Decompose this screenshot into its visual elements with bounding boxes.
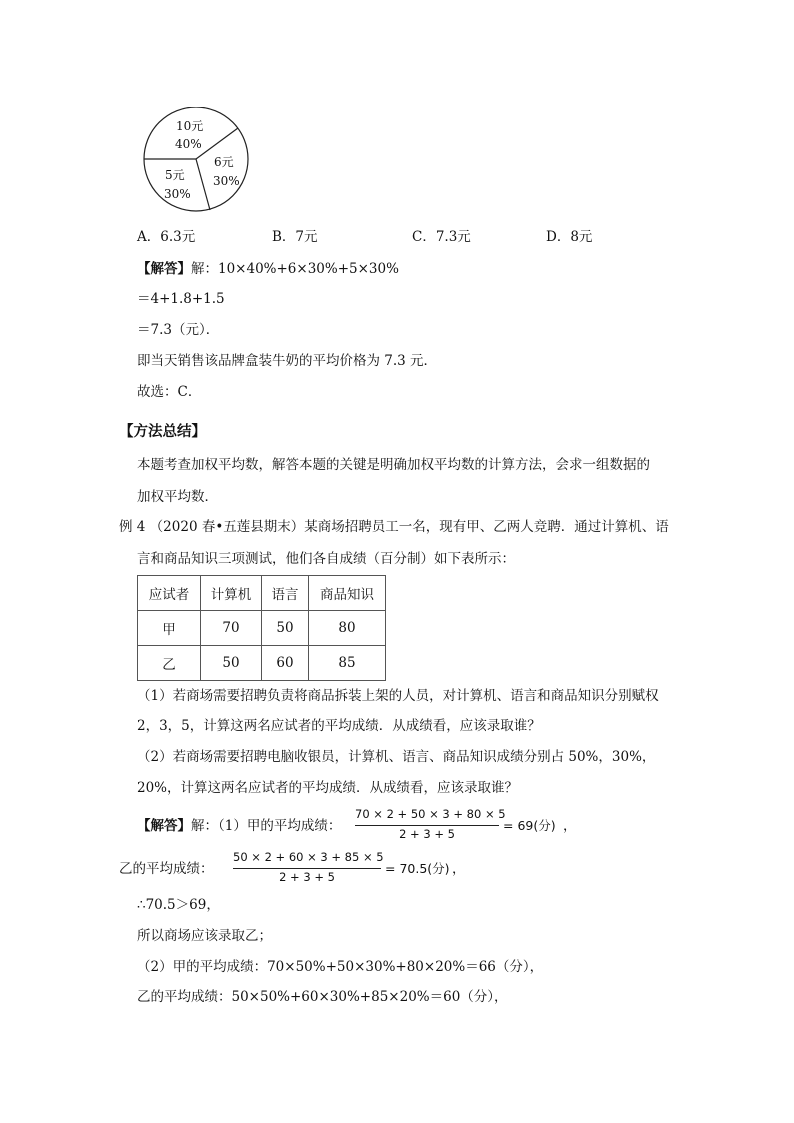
table-row <box>138 646 386 681</box>
method-line1: 本题考查加权平均数，解答本题的关键是明确加权平均数的计算方法，会求一组数据的 <box>137 457 650 473</box>
table-cell: 80 <box>309 611 386 646</box>
table-cell: 70 <box>201 611 262 646</box>
option-a: A．6.3元 <box>137 229 196 245</box>
yi-denominator: 2 + 3 + 5 <box>279 869 335 884</box>
yi-result-comma: ， <box>452 861 466 877</box>
table-header-row <box>138 576 386 611</box>
option-c: C．7.3元 <box>412 229 471 245</box>
yi-numerator: 50 × 2 + 60 × 3 + 85 × 5 <box>233 850 384 864</box>
option-d: D．8元 <box>546 229 593 245</box>
table-cell: 50 <box>262 611 309 646</box>
question1-line2: 2，3，5，计算这两名应试者的平均成绩．从成绩看，应该录取谁？ <box>137 718 541 734</box>
pie-chart <box>142 107 252 215</box>
question1-line1: （1）若商场需要招聘负责将商品拆装上架的人员，对计算机、语言和商品知识分别赋权 <box>137 688 659 704</box>
question2-line1: （2）若商场需要招聘电脑收银员，计算机、语言、商品知识成绩分别占 50%，30%， <box>137 749 656 765</box>
table-header-cell: 商品知识 <box>309 576 386 611</box>
yi-fraction <box>233 850 384 884</box>
scores-table <box>137 575 386 681</box>
jia-numerator: 70 × 2 + 50 × 3 + 80 × 5 <box>355 807 506 821</box>
answer-tag: 【解答】 <box>137 818 191 834</box>
example4-line2: 言和商品知识三项测试，他们各自成绩（百分制）如下表所示： <box>137 551 515 567</box>
answer2-part2-jia: （2）甲的平均成绩：70×50%+50×30%+80×20%＝66（分）， <box>137 959 544 975</box>
answer1-formula: 解：10×40%+6×30%+5×30% <box>191 261 399 277</box>
pie-label-6: 6元 <box>214 155 234 169</box>
answer2-part2-yi: 乙的平均成绩：50×50%+60×30%+85×20%＝60（分）， <box>137 989 508 1005</box>
example4-line1: 例 4 （2020 春•五莲县期末）某商场招聘员工一名，现有甲、乙两人竞聘．通过计算机、语 <box>119 519 669 535</box>
jia-result-comma: ， <box>563 818 577 834</box>
table-cell: 50 <box>201 646 262 681</box>
table-cell: 乙 <box>138 646 201 681</box>
pie-label-10: 10元 <box>176 119 204 133</box>
answer-tag: 【解答】 <box>137 261 191 277</box>
answer2-jia-label: 解：（1）甲的平均成绩： <box>191 818 342 834</box>
pie-percent-10: 40% <box>175 137 202 151</box>
question2-line2: 20%，计算这两名应试者的平均成绩．从成绩看，应该录取谁？ <box>137 780 519 796</box>
table-header-cell: 应试者 <box>138 576 201 611</box>
yi-result: = 70.5(分) <box>385 861 450 876</box>
method-title: 【方法总结】 <box>119 423 206 440</box>
pie-divider-6-5 <box>196 159 210 210</box>
answer2-jia-prefix <box>137 820 341 834</box>
answer2-conclusion: 所以商场应该录取乙； <box>137 928 272 944</box>
pie-percent-6: 30% <box>213 174 240 188</box>
fraction-bar <box>233 868 381 869</box>
method-line2: 加权平均数． <box>137 489 218 505</box>
fraction-bar <box>355 825 499 826</box>
table-cell: 甲 <box>138 611 201 646</box>
table-header-cell: 计算机 <box>201 576 262 611</box>
answer2-yi-prefix: 乙的平均成绩： <box>119 861 214 877</box>
table-header-cell: 语言 <box>262 576 309 611</box>
answer1-line2: ＝4+1.8+1.5 <box>137 291 225 307</box>
table-cell: 60 <box>262 646 309 681</box>
answer2-compare: ∴70.5＞69， <box>137 897 220 913</box>
jia-result: = 69(分) <box>503 818 556 833</box>
answer1-line5: 故选：C． <box>137 384 202 400</box>
option-b: B．7元 <box>272 229 318 245</box>
pie-label-5: 5元 <box>165 168 185 182</box>
answer1-line1 <box>137 263 399 277</box>
jia-denominator: 2 + 3 + 5 <box>399 826 455 841</box>
answer1-line3: ＝7.3（元）． <box>137 322 220 338</box>
pie-percent-5: 30% <box>164 187 191 201</box>
table-cell: 85 <box>309 646 386 681</box>
answer1-line4: 即当天销售该品牌盒装牛奶的平均价格为 7.3 元． <box>137 353 438 369</box>
table-row <box>138 611 386 646</box>
jia-fraction <box>355 807 506 841</box>
